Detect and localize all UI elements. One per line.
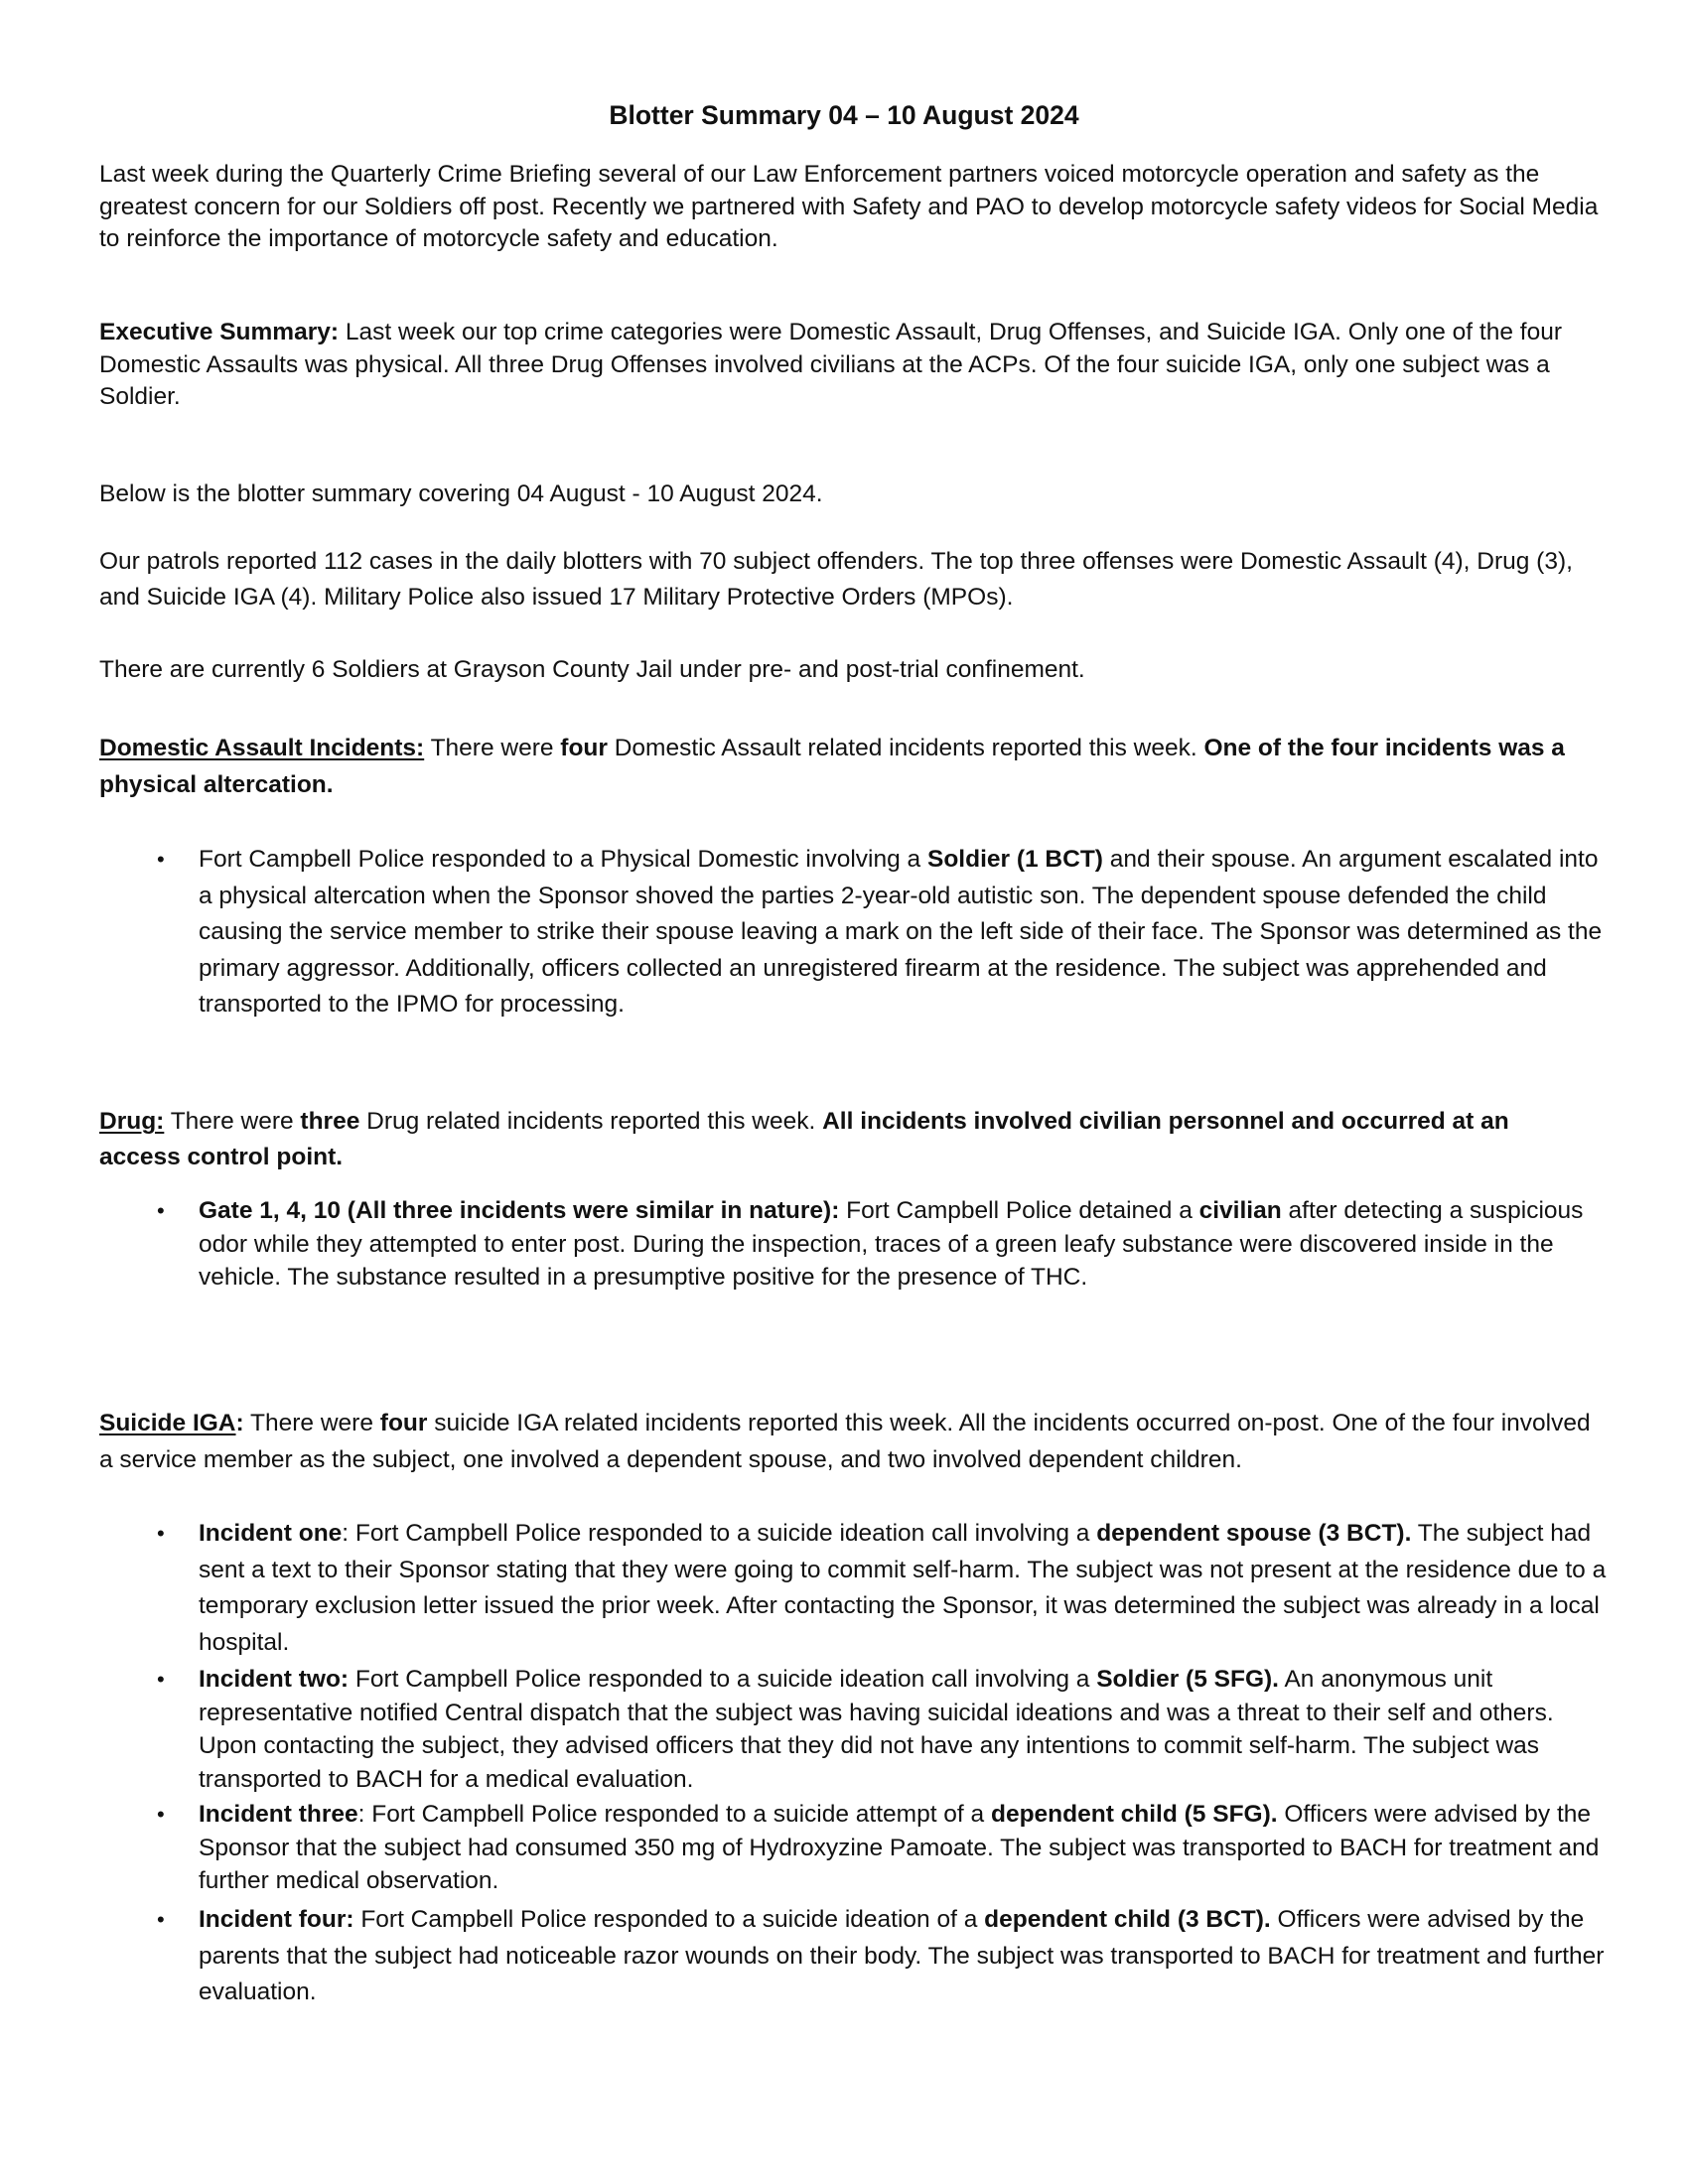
drug-text: Drug related incidents reported this week. xyxy=(359,1108,823,1135)
intro-paragraph: Last week during the Quarterly Crime Briefing several of our Law Enforcement partners voiced motorcycle operation and safety as the greatest concern for our Soldiers off post. Recently we partnered with Safety and PAO to develop motorcycle safety videos for Social Media to reinforce the importance of motorcycle safety and education. xyxy=(99,161,1599,252)
domestic-emphasis: One of the four incidents was a physical altercation. xyxy=(99,735,1565,798)
executive-summary-text: Last week our top crime categories were Domestic Assault, Drug Offenses, and Suicide IGA. Only one of the four Domestic Assaults was physical. All three Drug Offenses involved civilians at the ACPs. Of the four suicide IGA, only one subject was a Soldier. xyxy=(99,319,1562,410)
suicide-text: There were xyxy=(243,1410,380,1436)
domestic-count: four xyxy=(560,735,608,761)
incident-text: and their spouse. An argument escalated into a physical altercation when the Sponsor shoved the parties 2-year-old autistic son. The dependent spouse defended the child causing the service member to strike their spouse leaving a mark on the left side of their face. The Sponsor was determined as the primary aggressor. Additionally, officers collected an unregistered firearm at the residence. The subject was apprehended and transported to the IPMO for processing. xyxy=(199,846,1603,1018)
suicide-incident-text xyxy=(199,1902,1609,2011)
incident-location: Gate 1, 4, 10 (All three incidents were similar in nature): xyxy=(199,1197,840,1224)
drug-emphasis: All incidents involved civilian personnel and occurred at an access control point. xyxy=(99,1108,1509,1170)
domestic-assault-heading: Domestic Assault Incidents: xyxy=(99,735,425,761)
incident-text: The subject had sent a text to their Sponsor stating that they were going to commit self-harm. The subject was not present at the residence due to a temporary exclusion letter issued the prior week. After contacting the Sponsor, it was determined the subject was already in a local hospital. xyxy=(199,1520,1607,1656)
suicide-incident-text xyxy=(199,1798,1609,1898)
incident-text: Officers were advised by the parents that the subject had noticeable razor wounds on their body. The subject was transported to BACH for treatment and further evaluation. xyxy=(199,1906,1605,2005)
drug-text: There were xyxy=(164,1108,301,1135)
incident-subject: dependent child (3 BCT). xyxy=(984,1906,1271,1933)
suicide-iga-section-intro xyxy=(99,1406,1599,1478)
incident-text: Fort Campbell Police detained a xyxy=(839,1197,1199,1224)
incident-text: Fort Campbell Police responded to a Physical Domestic involving a xyxy=(199,846,927,873)
domestic-text: Domestic Assault related incidents reported this week. xyxy=(607,735,1204,761)
domestic-text: There were xyxy=(424,735,561,761)
coverage-paragraph: Below is the blotter summary covering 04 August - 10 August 2024. xyxy=(99,480,823,507)
incident-text: An anonymous unit representative notified Central dispatch that the subject was having suicidal ideations and was a threat to their self and others. Upon contacting the subject, they advised officers that they did not have any intentions to commit self-harm. The subject was transported to BACH for a medical evaluation. xyxy=(199,1666,1554,1793)
executive-summary-paragraph xyxy=(99,317,1599,414)
executive-summary-label: Executive Summary: xyxy=(99,319,340,345)
incident-subject: dependent spouse (3 BCT). xyxy=(1096,1520,1412,1547)
incident-subject: Soldier (5 SFG). xyxy=(1096,1666,1279,1693)
incident-label: Incident three xyxy=(199,1801,358,1828)
incident-label: Incident four: xyxy=(199,1906,354,1933)
domestic-assault-section-intro xyxy=(99,731,1589,803)
incident-text: : Fort Campbell Police responded to a suicide attempt of a xyxy=(357,1801,991,1828)
incident-text: after detecting a suspicious odor while they attempted to enter post. During the inspection, traces of a green leafy substance were discovered inside in the vehicle. The substance resulted in a presumptive positive for the presence of THC. xyxy=(199,1197,1584,1291)
stats-paragraph: Our patrols reported 112 cases in the daily blotters with 70 subject offenders. The top three offenses were Domestic Assault (4), Drug (3), and Suicide IGA (4). Military Police also issued 17 Military Protective Orders (MPOs). xyxy=(99,548,1573,611)
drug-count: three xyxy=(300,1108,360,1135)
bullet-icon: • xyxy=(157,1198,165,1223)
incident-subject: civilian xyxy=(1198,1197,1282,1224)
domestic-incident-text xyxy=(199,842,1609,1024)
bullet-icon: • xyxy=(157,1667,165,1692)
heading-colon: : xyxy=(235,1410,244,1436)
drug-heading: Drug: xyxy=(99,1108,165,1135)
incident-text: Fort Campbell Police responded to a suicide ideation call involving a xyxy=(349,1666,1097,1693)
incident-subject: Soldier (1 BCT) xyxy=(926,846,1103,873)
drug-incident-text xyxy=(199,1194,1589,1295)
suicide-incident-text xyxy=(199,1516,1609,1661)
incident-text: Fort Campbell Police responded to a suicide ideation of a xyxy=(353,1906,985,1933)
page-title: Blotter Summary 04 – 10 August 2024 xyxy=(609,100,1079,130)
drug-section-intro xyxy=(99,1104,1529,1174)
suicide-incident-text xyxy=(199,1663,1609,1796)
suicide-text: suicide IGA related incidents reported this week. All the incidents occurred on-post. One of the four involved a service member as the subject, one involved a dependent spouse, and two involved dependent children. xyxy=(99,1410,1591,1473)
suicide-count: four xyxy=(379,1410,428,1436)
bullet-icon: • xyxy=(157,847,165,872)
confinement-paragraph: There are currently 6 Soldiers at Grayson County Jail under pre- and post-trial confinement. xyxy=(99,656,1085,683)
incident-label: Incident one xyxy=(199,1520,343,1547)
bullet-icon: • xyxy=(157,1521,165,1546)
incident-text: Officers were advised by the Sponsor that the subject had consumed 350 mg of Hydroxyzine Pamoate. The subject was transported to BACH for treatment and further medical observation. xyxy=(199,1801,1600,1894)
suicide-iga-heading: Suicide IGA xyxy=(99,1410,236,1436)
bullet-icon: • xyxy=(157,1802,165,1827)
bullet-icon: • xyxy=(157,1907,165,1932)
incident-label: Incident two: xyxy=(199,1666,350,1693)
incident-text: : Fort Campbell Police responded to a suicide ideation call involving a xyxy=(342,1520,1097,1547)
incident-subject: dependent child (5 SFG). xyxy=(990,1801,1278,1828)
